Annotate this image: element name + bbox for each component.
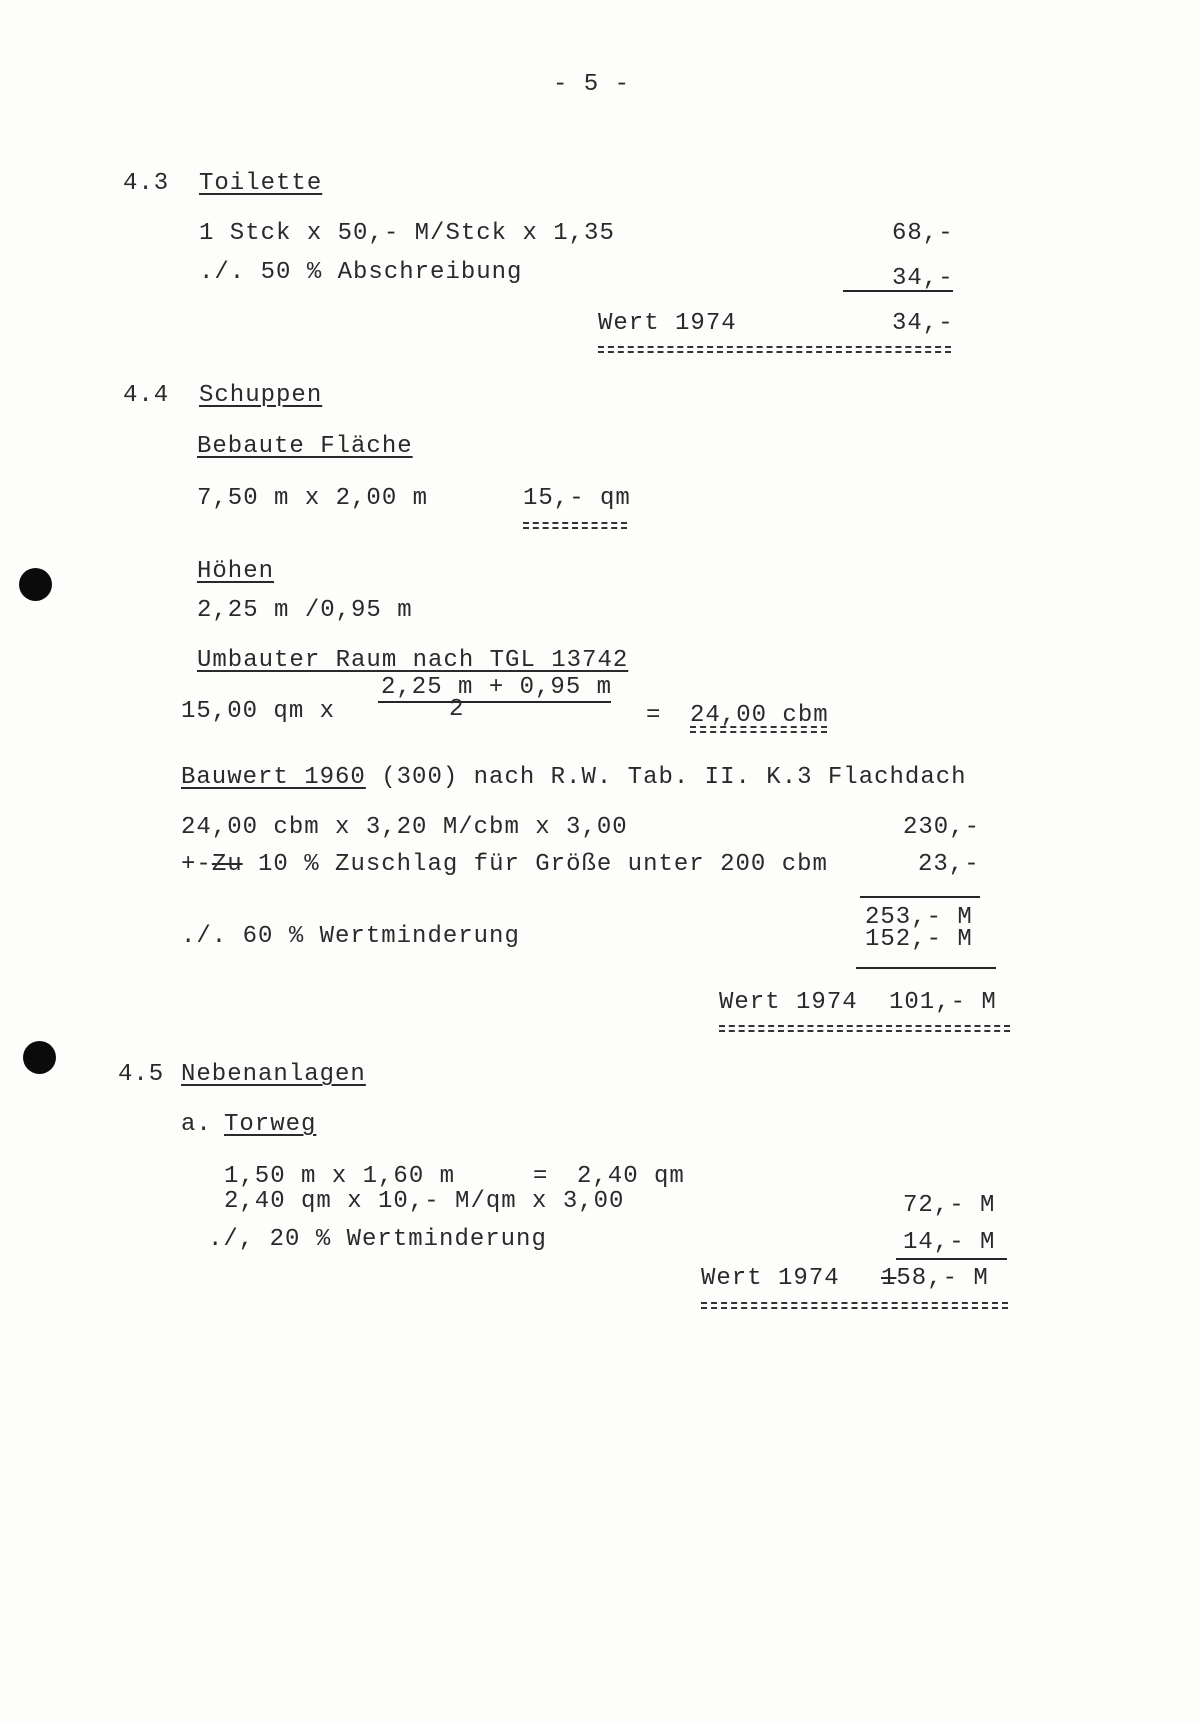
deduction-line: ./. 50 % Abschreibung — [199, 259, 523, 286]
surcharge-text: 10 % Zuschlag für Größe unter 200 cbm — [242, 851, 828, 878]
reduction-line: ./, 20 % Wertminderung — [208, 1226, 547, 1253]
punch-hole — [23, 1041, 56, 1074]
section-number: 4.3 — [123, 170, 170, 197]
total-amount: 58,- M — [896, 1265, 989, 1292]
total-label: Wert 1974 — [598, 310, 737, 337]
surcharge-prefix: +- — [181, 851, 212, 878]
punch-hole — [19, 568, 52, 601]
fraction-denominator: 2 — [449, 696, 465, 723]
subheading: Höhen — [197, 558, 275, 585]
item-letter: a. — [181, 1111, 212, 1138]
sum-rule — [856, 967, 996, 969]
section-title: Nebenanlagen — [181, 1061, 366, 1088]
struck-text: 1 — [881, 1265, 897, 1292]
fraction-numerator: 2,25 m + 0,95 m — [381, 674, 613, 701]
result: 15,- qm — [523, 485, 631, 512]
amount: 34,- — [892, 265, 954, 292]
equals-sign: = — [646, 702, 662, 729]
amount: 152,- M — [865, 926, 973, 953]
subheading: Umbauter Raum nach TGL 13742 — [197, 647, 629, 674]
calc-line: 2,40 qm x 10,- M/qm x 3,00 — [224, 1188, 625, 1215]
total-amount-line — [881, 1266, 989, 1292]
total-amount: 34,- — [892, 310, 954, 337]
subheading: Torweg — [224, 1111, 317, 1138]
bauwert-heading — [181, 765, 967, 791]
amount: 72,- M — [903, 1192, 996, 1219]
double-rule — [701, 1302, 1008, 1309]
page-number: - 5 - — [553, 71, 631, 98]
subheading-rest: (300) nach R.W. Tab. II. K.3 Flachdach — [365, 764, 967, 791]
calc-line: 1,50 m x 1,60 m — [224, 1163, 456, 1190]
result: 24,00 cbm — [690, 702, 829, 729]
total-label: Wert 1974 — [719, 989, 858, 1016]
double-rule — [719, 1025, 1010, 1032]
calc-line: 2,25 m /0,95 m — [197, 597, 413, 624]
double-rule — [690, 726, 827, 733]
sum-rule — [860, 896, 980, 898]
subheading: Bauwert 1960 — [181, 764, 366, 791]
section-title: Toilette — [199, 170, 323, 197]
amount: 68,- — [892, 220, 954, 247]
double-rule — [598, 346, 951, 353]
section-title: Schuppen — [199, 382, 323, 409]
calc-line: 1 Stck x 50,- M/Stck x 1,35 — [199, 220, 615, 247]
subtotal: 253,- M — [865, 904, 973, 931]
calc-line: 24,00 cbm x 3,20 M/cbm x 3,00 — [181, 814, 628, 841]
struck-text: Zu — [211, 851, 243, 878]
double-rule — [523, 522, 627, 529]
sum-rule — [843, 290, 953, 292]
subheading: Bebaute Fläche — [197, 433, 413, 460]
fraction-bar — [378, 701, 611, 703]
sum-rule — [896, 1258, 1007, 1260]
total-amount: 101,- M — [889, 989, 997, 1016]
amount: 230,- — [903, 814, 981, 841]
calc-line: 7,50 m x 2,00 m — [197, 485, 429, 512]
amount: 14,- M — [903, 1229, 996, 1256]
result: 2,40 qm — [577, 1163, 685, 1190]
total-label: Wert 1974 — [701, 1265, 840, 1292]
surcharge-line — [181, 852, 828, 878]
calc-line: 15,00 qm x — [181, 698, 336, 725]
amount: 23,- — [918, 851, 980, 878]
equals-sign: = — [533, 1163, 549, 1190]
section-number: 4.5 — [118, 1061, 165, 1088]
reduction-line: ./. 60 % Wertminderung — [181, 923, 520, 950]
section-number: 4.4 — [123, 382, 170, 409]
